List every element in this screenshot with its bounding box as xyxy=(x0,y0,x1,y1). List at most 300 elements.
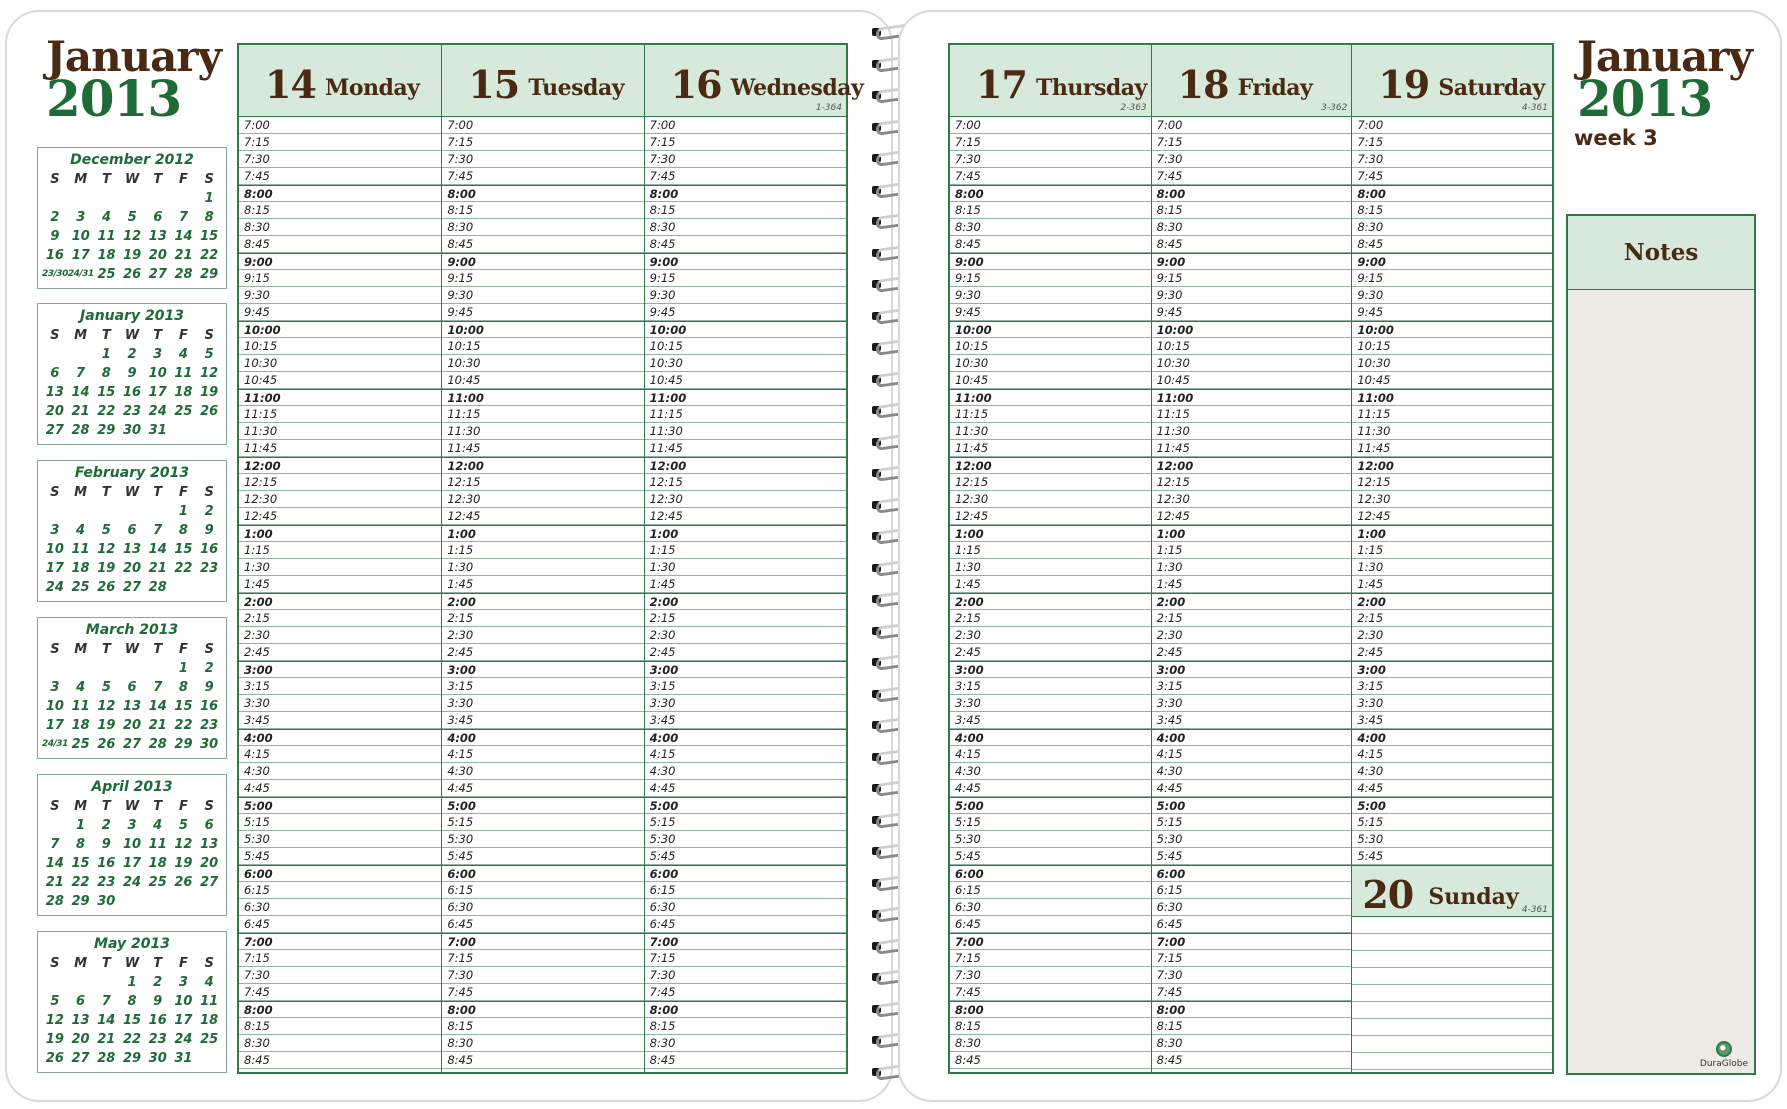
calendar-date[interactable]: 19 xyxy=(97,718,116,733)
calendar-date[interactable]: 27 xyxy=(122,580,142,595)
calendar-date[interactable]: 20 xyxy=(148,248,167,263)
time-slot[interactable] xyxy=(1152,117,1352,134)
time-slot[interactable] xyxy=(645,117,846,134)
time-slot[interactable] xyxy=(950,389,1151,406)
time-slot[interactable] xyxy=(1152,406,1352,423)
time-slot[interactable] xyxy=(1352,627,1552,644)
time-slot[interactable] xyxy=(645,287,846,304)
time-slot[interactable] xyxy=(1352,695,1552,712)
time-slot[interactable] xyxy=(645,508,846,525)
time-slot[interactable] xyxy=(239,814,441,831)
time-slot[interactable] xyxy=(1352,134,1552,151)
time-slot[interactable] xyxy=(1152,644,1352,661)
time-slot[interactable] xyxy=(442,491,643,508)
calendar-date[interactable]: 7 xyxy=(178,210,189,225)
calendar-date[interactable] xyxy=(94,189,120,208)
time-slot[interactable] xyxy=(645,610,846,627)
time-slot[interactable] xyxy=(950,1052,1151,1069)
time-slot[interactable] xyxy=(1352,780,1552,797)
calendar-date[interactable]: 1 xyxy=(76,818,86,833)
time-slot[interactable] xyxy=(1152,321,1352,338)
time-slot[interactable] xyxy=(442,593,643,610)
time-slot[interactable] xyxy=(239,474,441,491)
time-slot[interactable] xyxy=(442,406,643,423)
time-slot[interactable] xyxy=(442,814,643,831)
time-slot[interactable] xyxy=(1352,423,1552,440)
time-slot[interactable] xyxy=(442,372,643,389)
calendar-date[interactable]: 7 xyxy=(153,680,163,695)
time-slot[interactable] xyxy=(950,185,1151,202)
calendar-date[interactable]: 8 xyxy=(204,210,214,225)
time-slot[interactable] xyxy=(645,202,846,219)
time-slot[interactable] xyxy=(442,304,643,321)
calendar-date[interactable]: 28 xyxy=(45,894,64,909)
time-slot[interactable] xyxy=(239,576,441,593)
calendar-date[interactable]: 7 xyxy=(50,837,60,852)
time-slot[interactable] xyxy=(239,712,441,729)
time-slot[interactable] xyxy=(442,1035,643,1052)
calendar-date[interactable]: 27 xyxy=(45,423,64,438)
time-slot[interactable] xyxy=(442,1001,643,1018)
calendar-date[interactable] xyxy=(119,189,145,208)
time-slot[interactable] xyxy=(645,576,846,593)
calendar-date[interactable]: 16 xyxy=(200,542,219,557)
calendar-date[interactable]: 27 xyxy=(148,267,167,282)
calendar-date[interactable]: 4 xyxy=(101,210,112,225)
calendar-date[interactable] xyxy=(68,189,94,208)
time-slot[interactable] xyxy=(645,1035,846,1052)
calendar-date[interactable]: 3 xyxy=(178,975,188,990)
calendar-date[interactable] xyxy=(145,189,171,208)
time-slot[interactable] xyxy=(442,423,643,440)
time-slot[interactable] xyxy=(950,457,1151,474)
calendar-date[interactable]: 30 xyxy=(97,894,116,909)
time-slot[interactable] xyxy=(1352,151,1552,168)
time-slot[interactable] xyxy=(239,202,441,219)
time-slot[interactable] xyxy=(645,1018,846,1035)
time-slot[interactable] xyxy=(1152,1035,1352,1052)
calendar-date[interactable]: 8 xyxy=(178,523,188,538)
calendar-date[interactable]: 27 xyxy=(123,737,142,752)
calendar-date[interactable]: 15 xyxy=(200,229,219,244)
time-slot[interactable] xyxy=(1352,355,1552,372)
calendar-date[interactable]: 18 xyxy=(71,561,90,576)
time-slot[interactable] xyxy=(1152,950,1352,967)
calendar-date[interactable] xyxy=(196,892,222,911)
time-slot[interactable] xyxy=(239,899,441,916)
calendar-date[interactable] xyxy=(119,502,145,521)
time-slot[interactable] xyxy=(239,372,441,389)
time-slot[interactable] xyxy=(950,865,1151,882)
time-slot[interactable] xyxy=(1352,338,1552,355)
time-slot[interactable] xyxy=(1152,423,1352,440)
time-slot[interactable] xyxy=(1352,491,1552,508)
time-slot[interactable] xyxy=(1352,389,1552,406)
time-slot[interactable] xyxy=(239,355,441,372)
time-slot[interactable] xyxy=(645,270,846,287)
calendar-date[interactable]: 9 xyxy=(204,680,214,695)
time-slot[interactable] xyxy=(1152,1052,1352,1069)
time-slot[interactable] xyxy=(645,916,846,933)
time-slot[interactable] xyxy=(442,440,643,457)
time-slot[interactable] xyxy=(1152,712,1352,729)
time-slot[interactable] xyxy=(1352,848,1552,865)
time-slot[interactable] xyxy=(950,202,1151,219)
sunday-line[interactable] xyxy=(1352,1002,1552,1019)
calendar-date[interactable]: 7 xyxy=(76,366,86,381)
time-slot[interactable] xyxy=(239,389,441,406)
calendar-date[interactable]: 24/31 xyxy=(42,739,68,749)
calendar-date[interactable]: 5 xyxy=(204,347,214,362)
time-slot[interactable] xyxy=(950,1001,1151,1018)
time-slot[interactable] xyxy=(239,1035,441,1052)
time-slot[interactable] xyxy=(645,440,846,457)
time-slot[interactable] xyxy=(239,746,441,763)
time-slot[interactable] xyxy=(1352,406,1552,423)
time-slot[interactable] xyxy=(239,610,441,627)
time-slot[interactable] xyxy=(1152,559,1352,576)
calendar-date[interactable]: 1 xyxy=(178,661,188,676)
calendar-date[interactable]: 17 xyxy=(174,1013,193,1028)
calendar-date[interactable]: 22 xyxy=(174,718,193,733)
calendar-date[interactable]: 27 xyxy=(71,1051,90,1066)
time-slot[interactable] xyxy=(1152,984,1352,1001)
calendar-date[interactable] xyxy=(42,816,68,835)
time-slot[interactable] xyxy=(1152,168,1352,185)
calendar-date[interactable]: 14 xyxy=(97,1013,116,1028)
time-slot[interactable] xyxy=(239,457,441,474)
calendar-date[interactable]: 2 xyxy=(204,504,214,519)
calendar-date[interactable]: 16 xyxy=(97,856,116,871)
time-slot[interactable] xyxy=(950,287,1151,304)
calendar-date[interactable]: 21 xyxy=(148,718,167,733)
time-slot[interactable] xyxy=(239,151,441,168)
time-slot[interactable] xyxy=(645,253,846,270)
time-slot[interactable] xyxy=(950,729,1151,746)
calendar-date[interactable]: 13 xyxy=(123,699,142,714)
time-slot[interactable] xyxy=(1152,219,1352,236)
time-slot[interactable] xyxy=(1352,729,1552,746)
calendar-date[interactable]: 19 xyxy=(45,1032,64,1047)
time-slot[interactable] xyxy=(950,423,1151,440)
time-slot[interactable] xyxy=(442,219,643,236)
time-slot[interactable] xyxy=(1152,287,1352,304)
calendar-date[interactable]: 29 xyxy=(97,423,116,438)
time-slot[interactable] xyxy=(442,865,643,882)
time-slot[interactable] xyxy=(645,593,846,610)
calendar-date[interactable]: 14 xyxy=(148,542,167,557)
time-slot[interactable] xyxy=(239,695,441,712)
calendar-date[interactable]: 15 xyxy=(71,856,90,871)
calendar-date[interactable]: 6 xyxy=(127,680,137,695)
calendar-date[interactable]: 29 xyxy=(71,894,90,909)
calendar-date[interactable]: 12 xyxy=(97,699,116,714)
time-slot[interactable] xyxy=(1352,372,1552,389)
calendar-date[interactable]: 10 xyxy=(71,229,90,244)
time-slot[interactable] xyxy=(645,780,846,797)
time-slot[interactable] xyxy=(1152,389,1352,406)
time-slot[interactable] xyxy=(1352,525,1552,542)
calendar-date[interactable] xyxy=(42,502,68,521)
calendar-date[interactable]: 14 xyxy=(45,856,64,871)
time-slot[interactable] xyxy=(239,797,441,814)
time-slot[interactable] xyxy=(1152,185,1352,202)
time-slot[interactable] xyxy=(1352,746,1552,763)
time-slot[interactable] xyxy=(239,661,441,678)
calendar-date[interactable]: 22 xyxy=(122,1032,142,1047)
calendar-date[interactable] xyxy=(42,189,68,208)
time-slot[interactable] xyxy=(239,1001,441,1018)
calendar-date[interactable]: 4 xyxy=(76,680,86,695)
time-slot[interactable] xyxy=(950,134,1151,151)
calendar-date[interactable]: 16 xyxy=(45,248,64,263)
time-slot[interactable] xyxy=(239,729,441,746)
time-slot[interactable] xyxy=(1152,916,1352,933)
time-slot[interactable] xyxy=(950,967,1151,984)
calendar-date[interactable]: 24 xyxy=(45,580,64,595)
calendar-date[interactable]: 22 xyxy=(174,561,193,576)
time-slot[interactable] xyxy=(239,508,441,525)
calendar-date[interactable]: 23 xyxy=(148,1032,167,1047)
calendar-date[interactable]: 11 xyxy=(71,699,90,714)
time-slot[interactable] xyxy=(442,321,643,338)
time-slot[interactable] xyxy=(442,831,643,848)
time-slot[interactable] xyxy=(442,899,643,916)
time-slot[interactable] xyxy=(1152,695,1352,712)
time-slot[interactable] xyxy=(950,1035,1151,1052)
time-slot[interactable] xyxy=(950,882,1151,899)
time-slot[interactable] xyxy=(442,185,643,202)
time-slot[interactable] xyxy=(239,440,441,457)
calendar-date[interactable]: 22 xyxy=(71,875,90,890)
calendar-date[interactable]: 25 xyxy=(97,267,116,282)
time-slot[interactable] xyxy=(239,236,441,253)
calendar-date[interactable]: 29 xyxy=(122,1051,142,1066)
time-slot[interactable] xyxy=(645,304,846,321)
time-slot[interactable] xyxy=(239,219,441,236)
time-slot[interactable] xyxy=(442,933,643,950)
sunday-line[interactable] xyxy=(1352,1019,1552,1036)
time-slot[interactable] xyxy=(1152,967,1352,984)
calendar-date[interactable]: 3 xyxy=(76,210,86,225)
time-slot[interactable] xyxy=(442,559,643,576)
time-slot[interactable] xyxy=(645,695,846,712)
sunday-line[interactable] xyxy=(1352,917,1552,934)
time-slot[interactable] xyxy=(645,525,846,542)
calendar-date[interactable]: 6 xyxy=(50,366,60,381)
calendar-date[interactable]: 11 xyxy=(97,229,116,244)
calendar-date[interactable]: 28 xyxy=(174,267,193,282)
calendar-date[interactable]: 2 xyxy=(153,975,163,990)
time-slot[interactable] xyxy=(645,338,846,355)
notes-box[interactable] xyxy=(1566,214,1756,1075)
calendar-date[interactable]: 12 xyxy=(97,542,116,557)
calendar-date[interactable]: 26 xyxy=(45,1051,64,1066)
time-slot[interactable] xyxy=(239,423,441,440)
calendar-date[interactable]: 3 xyxy=(50,680,60,695)
calendar-date[interactable]: 15 xyxy=(122,1013,142,1028)
time-slot[interactable] xyxy=(442,661,643,678)
calendar-date[interactable]: 6 xyxy=(127,523,137,538)
time-slot[interactable] xyxy=(950,916,1151,933)
time-slot[interactable] xyxy=(239,134,441,151)
time-slot[interactable] xyxy=(1152,236,1352,253)
time-slot[interactable] xyxy=(239,780,441,797)
time-slot[interactable] xyxy=(442,287,643,304)
time-slot[interactable] xyxy=(442,797,643,814)
time-slot[interactable] xyxy=(442,1018,643,1035)
calendar-date[interactable]: 26 xyxy=(123,267,142,282)
calendar-date[interactable]: 11 xyxy=(148,837,167,852)
time-slot[interactable] xyxy=(1152,525,1352,542)
time-slot[interactable] xyxy=(1152,338,1352,355)
time-slot[interactable] xyxy=(1352,219,1552,236)
time-slot[interactable] xyxy=(645,746,846,763)
time-slot[interactable] xyxy=(1352,236,1552,253)
calendar-date[interactable]: 9 xyxy=(101,837,111,852)
time-slot[interactable] xyxy=(442,338,643,355)
time-slot[interactable] xyxy=(645,491,846,508)
time-slot[interactable] xyxy=(1152,440,1352,457)
time-slot[interactable] xyxy=(950,525,1151,542)
time-slot[interactable] xyxy=(950,661,1151,678)
calendar-date[interactable]: 12 xyxy=(200,366,219,381)
time-slot[interactable] xyxy=(645,933,846,950)
calendar-date[interactable] xyxy=(119,659,145,678)
time-slot[interactable] xyxy=(950,219,1151,236)
time-slot[interactable] xyxy=(950,542,1151,559)
time-slot[interactable] xyxy=(950,1018,1151,1035)
calendar-date[interactable]: 4 xyxy=(204,975,214,990)
calendar-date[interactable]: 21 xyxy=(45,875,64,890)
calendar-date[interactable]: 16 xyxy=(200,699,219,714)
calendar-date[interactable]: 11 xyxy=(174,366,193,381)
time-slot[interactable] xyxy=(950,372,1151,389)
time-slot[interactable] xyxy=(239,984,441,1001)
calendar-date[interactable]: 21 xyxy=(174,248,193,263)
time-slot[interactable] xyxy=(1152,797,1352,814)
calendar-date[interactable]: 2 xyxy=(101,818,111,833)
time-slot[interactable] xyxy=(442,542,643,559)
time-slot[interactable] xyxy=(1152,610,1352,627)
time-slot[interactable] xyxy=(1352,576,1552,593)
calendar-date[interactable]: 18 xyxy=(71,718,90,733)
time-slot[interactable] xyxy=(1352,168,1552,185)
time-slot[interactable] xyxy=(1352,831,1552,848)
time-slot[interactable] xyxy=(950,627,1151,644)
calendar-date[interactable]: 24/31 xyxy=(67,269,94,279)
calendar-date[interactable]: 17 xyxy=(45,718,64,733)
time-slot[interactable] xyxy=(1152,1018,1352,1035)
time-slot[interactable] xyxy=(950,474,1151,491)
time-slot[interactable] xyxy=(239,559,441,576)
calendar-date[interactable]: 12 xyxy=(174,837,193,852)
calendar-date[interactable]: 17 xyxy=(45,561,64,576)
sunday-line[interactable] xyxy=(1352,951,1552,968)
calendar-date[interactable]: 8 xyxy=(178,680,188,695)
calendar-date[interactable]: 5 xyxy=(101,680,111,695)
time-slot[interactable] xyxy=(239,270,441,287)
calendar-date[interactable]: 17 xyxy=(71,248,90,263)
time-slot[interactable] xyxy=(1152,457,1352,474)
time-slot[interactable] xyxy=(950,831,1151,848)
calendar-date[interactable]: 13 xyxy=(71,1013,90,1028)
time-slot[interactable] xyxy=(950,848,1151,865)
calendar-date[interactable]: 17 xyxy=(122,856,142,871)
time-slot[interactable] xyxy=(1352,712,1552,729)
calendar-date[interactable]: 7 xyxy=(153,523,163,538)
calendar-date[interactable]: 10 xyxy=(45,699,64,714)
time-slot[interactable] xyxy=(1352,117,1552,134)
time-slot[interactable] xyxy=(239,542,441,559)
time-slot[interactable] xyxy=(1152,576,1352,593)
time-slot[interactable] xyxy=(239,848,441,865)
time-slot[interactable] xyxy=(239,321,441,338)
calendar-date[interactable]: 25 xyxy=(148,875,167,890)
time-slot[interactable] xyxy=(950,491,1151,508)
time-slot[interactable] xyxy=(239,406,441,423)
time-slot[interactable] xyxy=(1352,202,1552,219)
time-slot[interactable] xyxy=(442,202,643,219)
time-slot[interactable] xyxy=(442,525,643,542)
time-slot[interactable] xyxy=(239,525,441,542)
time-slot[interactable] xyxy=(950,984,1151,1001)
time-slot[interactable] xyxy=(645,678,846,695)
calendar-date[interactable]: 3 xyxy=(153,347,163,362)
sunday-line[interactable] xyxy=(1352,1036,1552,1053)
time-slot[interactable] xyxy=(950,644,1151,661)
calendar-date[interactable] xyxy=(42,659,68,678)
time-slot[interactable] xyxy=(442,916,643,933)
calendar-date[interactable]: 25 xyxy=(200,1032,219,1047)
time-slot[interactable] xyxy=(1152,882,1352,899)
time-slot[interactable] xyxy=(442,882,643,899)
calendar-date[interactable]: 24 xyxy=(174,1032,193,1047)
calendar-date[interactable]: 15 xyxy=(97,385,116,400)
time-slot[interactable] xyxy=(950,712,1151,729)
time-slot[interactable] xyxy=(442,712,643,729)
calendar-date[interactable]: 20 xyxy=(122,561,142,576)
time-slot[interactable] xyxy=(1352,321,1552,338)
time-slot[interactable] xyxy=(950,440,1151,457)
sunday-line[interactable] xyxy=(1352,934,1552,951)
calendar-date[interactable]: 3 xyxy=(50,523,60,538)
time-slot[interactable] xyxy=(442,848,643,865)
time-slot[interactable] xyxy=(645,644,846,661)
calendar-date[interactable]: 28 xyxy=(148,580,167,595)
calendar-date[interactable]: 23 xyxy=(200,718,219,733)
time-slot[interactable] xyxy=(442,457,643,474)
calendar-date[interactable]: 1 xyxy=(178,504,188,519)
time-slot[interactable] xyxy=(1152,678,1352,695)
time-slot[interactable] xyxy=(239,627,441,644)
time-slot[interactable] xyxy=(1152,865,1352,882)
time-slot[interactable] xyxy=(950,950,1151,967)
calendar-date[interactable]: 2 xyxy=(50,210,60,225)
calendar-date[interactable]: 23 xyxy=(200,561,219,576)
calendar-date[interactable]: 28 xyxy=(71,423,90,438)
time-slot[interactable] xyxy=(1152,814,1352,831)
calendar-date[interactable]: 30 xyxy=(122,423,142,438)
time-slot[interactable] xyxy=(1152,780,1352,797)
calendar-date[interactable]: 13 xyxy=(45,385,64,400)
time-slot[interactable] xyxy=(645,457,846,474)
time-slot[interactable] xyxy=(1152,508,1352,525)
calendar-date[interactable]: 20 xyxy=(45,404,64,419)
calendar-date[interactable]: 23 xyxy=(122,404,142,419)
time-slot[interactable] xyxy=(1352,814,1552,831)
time-slot[interactable] xyxy=(1352,457,1552,474)
